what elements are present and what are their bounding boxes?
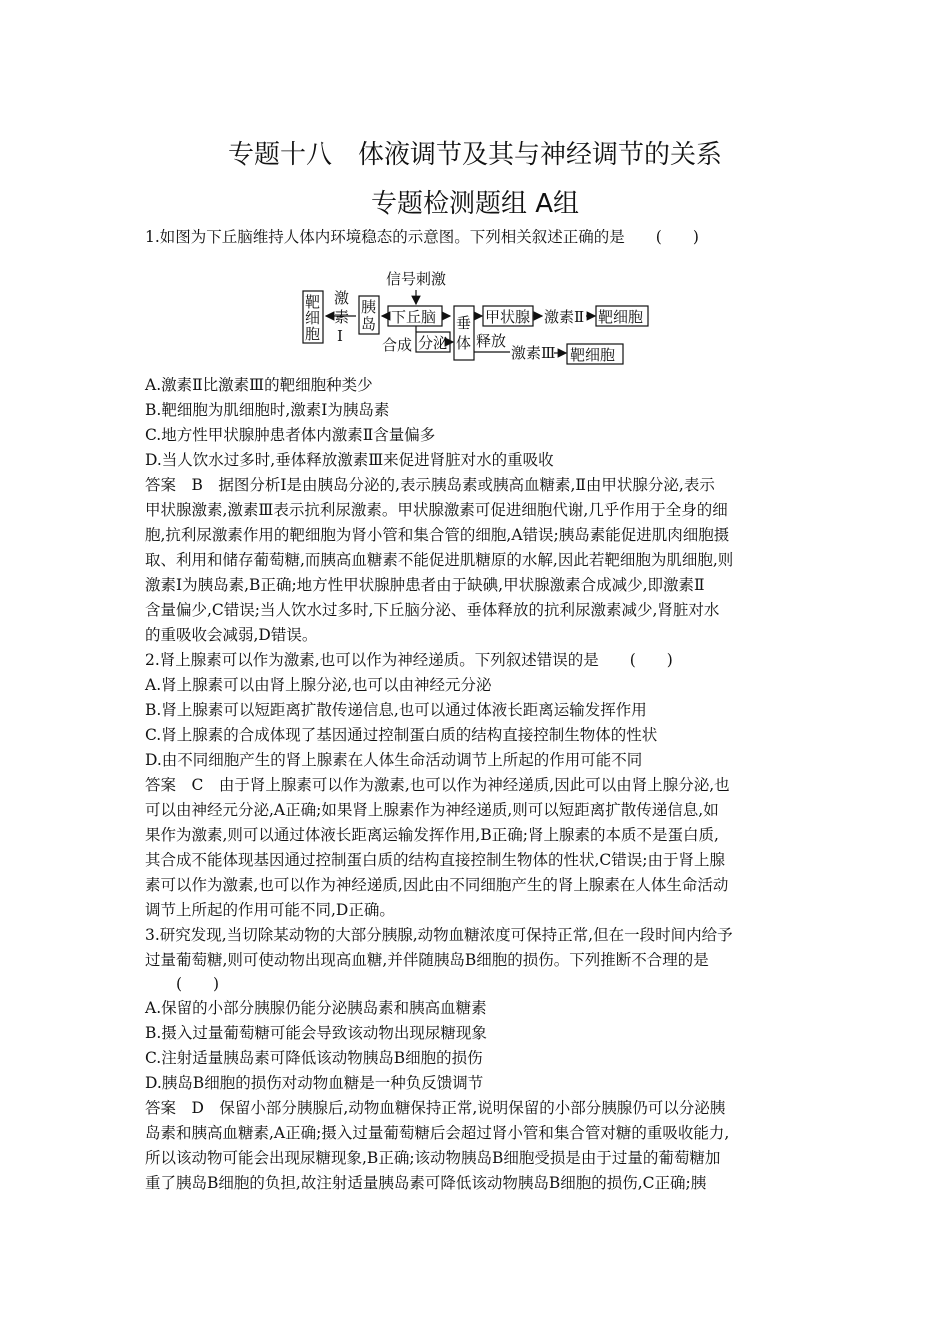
page-title: 专题十八 体液调节及其与神经调节的关系 xyxy=(227,140,722,170)
q1-option-b: B.靶细胞为肌细胞时,激素Ⅰ为胰岛素 xyxy=(145,401,390,419)
q2-answer-line: 素可以作为激素,也可以作为神经递质,因此由不同细胞产生的肾上腺素在人体生命活动 xyxy=(145,876,729,894)
q3-stem-line: 3.研究发现,当切除某动物的大部分胰腺,动物血糖浓度可保持正常,但在一段时间内给予 xyxy=(145,926,733,944)
q3-answer-line: 岛素和胰高血糖素,A正确;摄入过量葡萄糖后会超过肾小管和集合管对糖的重吸收能力, xyxy=(145,1124,730,1142)
islet-1: 胰 xyxy=(361,298,377,316)
q2-option-c: C.肾上腺素的合成体现了基因通过控制蛋白质的结构直接控制生物体的性状 xyxy=(145,726,658,744)
q1-stem: 1.如图为下丘脑维持人体内环境稳态的示意图。下列相关叙述正确的是 ( ) xyxy=(145,228,699,246)
hormone3-label: 激素Ⅲ xyxy=(511,344,556,362)
q3-stem-line: 过量葡萄糖,则可使动物出现高血糖,并伴随胰岛B细胞的损伤。下列推断不合理的是 xyxy=(145,951,709,969)
target2-label: 靶细胞 xyxy=(598,308,644,326)
q3-stem-line: ( ) xyxy=(145,975,220,993)
q1-answer-line: 的重吸收会减弱,D错误。 xyxy=(145,626,318,644)
q2-answer-line: 调节上所起的作用可能不同,D正确。 xyxy=(145,901,395,919)
q1-option-c: C.地方性甲状腺肿患者体内激素Ⅱ含量偏多 xyxy=(145,426,436,444)
release-label: 释放 xyxy=(476,332,507,350)
hormone2-label: 激素Ⅱ xyxy=(544,308,585,326)
signal-label: 信号刺激 xyxy=(386,270,447,288)
target-left-3: 胞 xyxy=(305,325,321,343)
q2-option-d: D.由不同细胞产生的肾上腺素在人体生命活动调节上所起的作用可能不同 xyxy=(145,751,643,769)
synth-label: 合成 xyxy=(382,336,413,354)
q2-answer-line: 答案 C 由于肾上腺素可以作为激素,也可以作为神经递质,因此可以由肾上腺分泌,也 xyxy=(145,776,730,794)
hormone1-1: 激 xyxy=(334,289,350,307)
q3-option-c: C.注射适量胰岛素可降低该动物胰岛B细胞的损伤 xyxy=(145,1049,483,1067)
q1-answer-line: 含量偏少,C错误;当人饮水过多时,下丘脑分泌、垂体释放的抗利尿激素减少,肾脏对水 xyxy=(145,601,720,619)
pituitary-2: 体 xyxy=(456,334,472,352)
q3-option-d: D.胰岛B细胞的损伤对动物血糖是一种负反馈调节 xyxy=(145,1074,484,1092)
q1-option-d: D.当人饮水过多时,垂体释放激素Ⅲ来促进肾脏对水的重吸收 xyxy=(145,451,554,469)
q3-answer-line: 所以该动物可能会出现尿糖现象,B正确;该动物胰岛B细胞受损是由于过量的葡萄糖加 xyxy=(145,1149,721,1167)
q3-option-b: B.摄入过量葡萄糖可能会导致该动物出现尿糖现象 xyxy=(145,1024,487,1042)
q3-answer-line: 答案 D 保留小部分胰腺后,动物血糖保持正常,说明保留的小部分胰腺仍可以分泌胰 xyxy=(145,1099,726,1117)
q2-answer-line: 可以由神经元分泌,A正确;如果肾上腺素作为神经递质,则可以短距离扩散传递信息,如 xyxy=(145,801,719,819)
q1-answer-line: 胞,抗利尿激素作用的靶细胞为肾小管和集合管的细胞,A错误;胰岛素能促进肌肉细胞摄 xyxy=(145,526,730,544)
page-subtitle: 专题检测题组 A组 xyxy=(370,189,580,219)
target-left-2: 细 xyxy=(305,309,321,327)
thyroid-label: 甲状腺 xyxy=(485,308,531,326)
q2-stem: 2.肾上腺素可以作为激素,也可以作为神经递质。下列叙述错误的是 ( ) xyxy=(145,651,673,669)
q2-option-a: A.肾上腺素可以由肾上腺分泌,也可以由神经元分泌 xyxy=(145,676,492,694)
q1-answer-line: 激素Ⅰ为胰岛素,B正确;地方性甲状腺肿患者由于缺碘,甲状腺激素合成减少,即激素Ⅱ xyxy=(145,576,705,594)
hypothalamus-label: 下丘脑 xyxy=(391,308,437,326)
hormone1-3: Ⅰ xyxy=(337,327,343,345)
target-left-1: 靶 xyxy=(305,293,321,311)
q3-option-a: A.保留的小部分胰腺仍能分泌胰岛素和胰高血糖素 xyxy=(145,999,487,1017)
q2-answer-line: 果作为激素,则可以通过体液长距离运输发挥作用,B正确;肾上腺素的本质不是蛋白质, xyxy=(145,826,719,844)
secrete-label: 分泌 xyxy=(418,334,449,352)
q2-answer-line: 其合成不能体现基因通过控制蛋白质的结构直接控制生物体的性状,C错误;由于肾上腺 xyxy=(145,851,726,869)
hypothalamus-regulation-diagram xyxy=(300,266,660,370)
pituitary-1: 垂 xyxy=(456,314,472,332)
q1-answer-line: 取、利用和储存葡萄糖,而胰高血糖素不能促进肌糖原的水解,因此若靶细胞为肌细胞,则 xyxy=(145,551,734,569)
q1-answer-line: 甲状腺激素,激素Ⅲ表示抗利尿激素。甲状腺激素可促进细胞代谢,几乎作用于全身的细 xyxy=(145,501,728,519)
hormone1-2: 素 xyxy=(334,308,350,326)
islet-2: 岛 xyxy=(361,315,377,333)
target3-label: 靶细胞 xyxy=(570,346,616,364)
q3-answer-line: 重了胰岛B细胞的负担,故注射适量胰岛素可降低该动物胰岛B细胞的损伤,C正确;胰 xyxy=(145,1174,707,1192)
q1-answer-line: 答案 B 据图分析Ⅰ是由胰岛分泌的,表示胰岛素或胰高血糖素,Ⅱ由甲状腺分泌,表示 xyxy=(145,476,715,494)
q1-option-a: A.激素Ⅱ比激素Ⅲ的靶细胞种类少 xyxy=(145,376,373,394)
q2-option-b: B.肾上腺素可以短距离扩散传递信息,也可以通过体液长距离运输发挥作用 xyxy=(145,701,647,719)
